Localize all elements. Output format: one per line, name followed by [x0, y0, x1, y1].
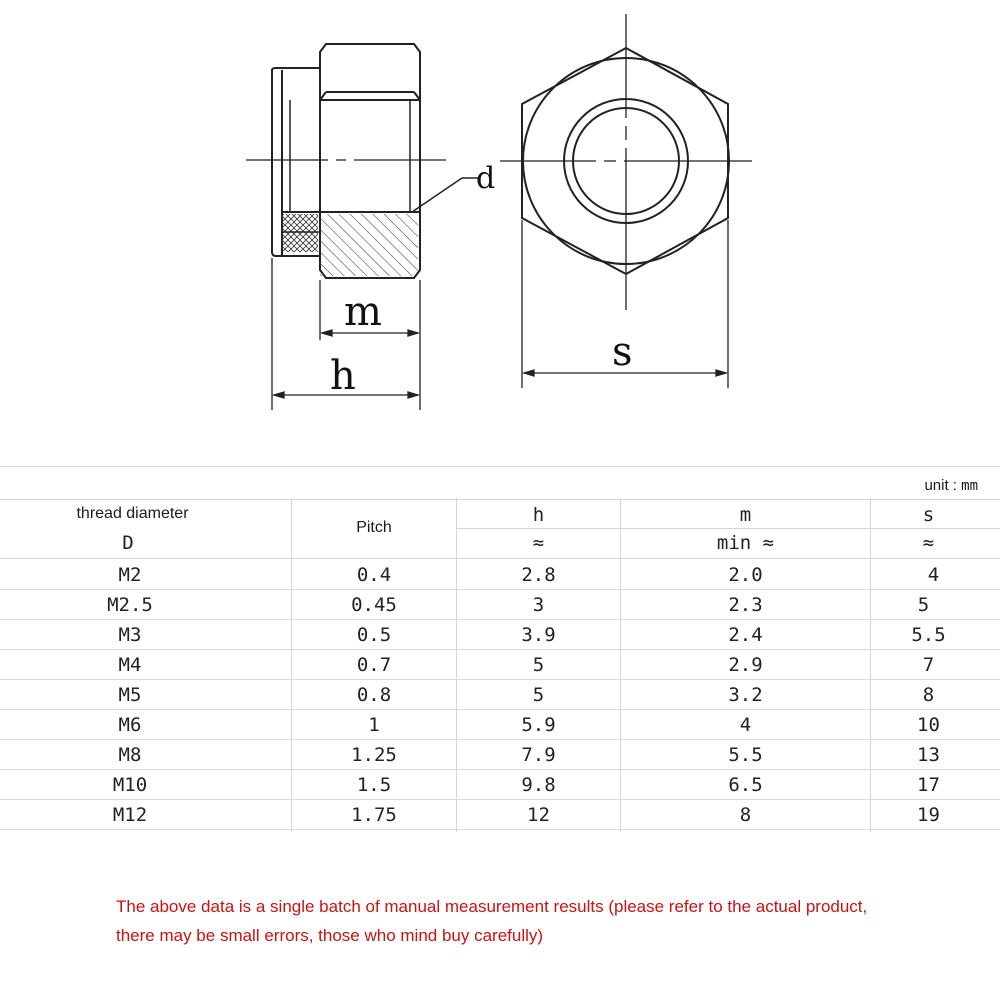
header-h: h	[532, 504, 545, 526]
cell-s: 5.5	[911, 624, 946, 646]
nylon-insert-hatch	[282, 214, 318, 252]
label-d: d	[476, 161, 496, 196]
header-m-sub: min ≈	[716, 532, 775, 554]
cell-m: 2.0	[728, 564, 763, 586]
cell-s: 17	[917, 774, 940, 796]
cell-m: 2.9	[728, 654, 763, 676]
cell-h: 5.9	[521, 714, 556, 736]
cell-m: 3.2	[728, 684, 763, 706]
cell-D: M12	[112, 804, 148, 826]
cell-pitch: 1.75	[351, 804, 397, 826]
label-h: h	[330, 353, 356, 399]
cell-s: 19	[917, 804, 940, 826]
header-s: s	[922, 504, 935, 526]
cell-D: M3	[118, 624, 142, 646]
header-h-sub: ≈	[532, 532, 545, 554]
cell-m: 8	[739, 804, 752, 826]
cell-pitch: 1.5	[356, 774, 392, 796]
cell-m: 4	[739, 714, 752, 736]
cell-D: M4	[118, 654, 142, 676]
cell-pitch: 0.8	[356, 684, 392, 706]
nut-drawing-svg	[232, 0, 784, 444]
cell-pitch: 0.7	[356, 654, 392, 676]
cell-D: M8	[118, 744, 142, 766]
header-m: m	[739, 504, 752, 526]
disclaimer-line-1: The above data is a single batch of manual measurement results (please refer to the actual product,	[116, 897, 868, 916]
cell-h: 5	[532, 654, 545, 676]
cell-m: 6.5	[728, 774, 763, 796]
cell-h: 3	[532, 594, 545, 616]
unit-caption	[924, 477, 978, 494]
cell-s: 10	[917, 714, 940, 736]
table-row	[0, 589, 1000, 620]
front-centerlines	[500, 14, 752, 310]
header-thread-diameter: thread diameter	[76, 505, 189, 522]
table-row	[0, 559, 1000, 590]
cell-D: M10	[112, 774, 148, 796]
table-row	[0, 619, 1000, 650]
header-thread-symbol: D	[122, 532, 134, 554]
disclaimer-note	[116, 892, 936, 950]
cell-m: 2.4	[728, 624, 763, 646]
cell-pitch: 1	[368, 714, 380, 736]
cell-s: 5	[917, 594, 930, 616]
cell-pitch: 0.45	[351, 594, 397, 616]
cell-h: 9.8	[521, 774, 556, 796]
cell-h: 12	[527, 804, 550, 826]
table-row	[0, 739, 1000, 770]
cell-s: 8	[922, 684, 935, 706]
cell-pitch: 1.25	[351, 744, 397, 766]
d-leader-line	[412, 178, 478, 212]
table-row	[0, 799, 1000, 830]
cell-s: 4	[927, 564, 940, 586]
cell-s: 7	[922, 654, 935, 676]
header-s-sub: ≈	[922, 532, 935, 554]
unit-value: mm	[961, 478, 978, 494]
cell-h: 2.8	[521, 564, 556, 586]
cell-h: 7.9	[521, 744, 556, 766]
table-row	[0, 649, 1000, 680]
cell-D: M6	[118, 714, 142, 736]
cell-m: 5.5	[728, 744, 763, 766]
cell-h: 3.9	[521, 624, 556, 646]
cell-m: 2.3	[728, 594, 763, 616]
table-row	[0, 709, 1000, 740]
cell-h: 5	[532, 684, 545, 706]
cell-D: M2	[118, 564, 142, 586]
disclaimer-line-2: there may be small errors, those who mind buy carefully)	[116, 926, 544, 945]
cell-D: M5	[118, 684, 142, 706]
cell-pitch: 0.5	[356, 624, 392, 646]
header-split	[456, 528, 1000, 529]
size-table	[0, 466, 1000, 832]
unit-row	[0, 466, 1000, 500]
label-s: s	[612, 329, 633, 375]
unit-label: unit :	[924, 477, 957, 494]
cell-s: 13	[917, 744, 940, 766]
table-row	[0, 679, 1000, 710]
label-m: m	[344, 289, 382, 335]
section-hatch	[320, 214, 418, 276]
header-pitch: Pitch	[356, 519, 392, 536]
nut-technical-drawing	[232, 0, 784, 444]
cell-D: M2.5	[107, 594, 153, 616]
cell-pitch: 0.4	[356, 564, 392, 586]
table-row	[0, 769, 1000, 800]
